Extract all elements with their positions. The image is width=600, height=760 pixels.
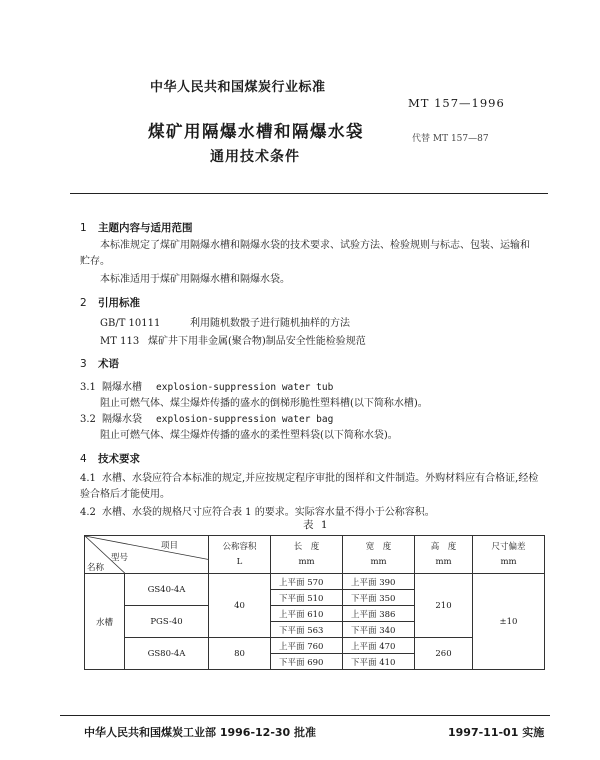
term-english: explosion-suppression water tub — [156, 382, 334, 393]
section-1-paragraph-1: 本标准规定了煤矿用隔爆水槽和隔爆水袋的技术要求、试验方法、检验规则与标志、包装、运输和贮存。 — [80, 240, 530, 267]
length-bottom-cell: 下平面 563 — [271, 622, 343, 638]
approval-line: 中华人民共和国煤炭工业部 1996-12-30 批准 — [84, 726, 317, 739]
standard-number: MT 157—1996 — [408, 96, 505, 110]
corner-label-name: 名称 — [87, 563, 105, 573]
corner-header-cell — [85, 536, 209, 574]
clause-number: 4.2 — [80, 507, 96, 518]
category-cell: 水槽 — [85, 574, 125, 670]
model-cell: GS80-4A — [125, 638, 209, 670]
header-label: 长 度 — [293, 541, 320, 552]
header-tolerance — [473, 536, 545, 574]
header-height — [415, 536, 473, 574]
clause-text: 水槽、水袋应符合本标准的规定,并应按规定程序审批的图样和文件制造。外购材料应有合格证,经检验合格后才能使用。 — [80, 473, 539, 500]
implementation-date: 1997-11-01 实施 — [448, 726, 545, 739]
width-top-cell: 上平面 390 — [343, 574, 415, 590]
model-cell: PGS-40 — [125, 606, 209, 638]
section-3-heading — [80, 356, 119, 371]
clause-number: 3.1 — [80, 382, 96, 393]
reference-title: 煤矿井下用非金属(聚合物)制品安全性能检验规范 — [148, 336, 366, 347]
standard-category: 中华人民共和国煤炭行业标准 — [150, 80, 326, 95]
section-1-heading — [80, 220, 193, 235]
width-bottom-cell: 下平面 350 — [343, 590, 415, 606]
table-header-row — [85, 536, 545, 574]
width-top-cell: 上平面 386 — [343, 606, 415, 622]
clause-4-1 — [80, 471, 540, 503]
model-cell: GS40-4A — [125, 574, 209, 606]
spec-table — [84, 535, 545, 670]
reference-item — [100, 332, 366, 347]
length-bottom-cell: 下平面 510 — [271, 590, 343, 606]
replaces-note: 代替 MT 157—87 — [412, 134, 489, 144]
width-bottom-cell: 下平面 340 — [343, 622, 415, 638]
section-4-heading — [80, 451, 140, 466]
table-row — [85, 574, 545, 590]
header-label: 尺寸偏差 — [491, 541, 526, 552]
section-title: 引用标准 — [98, 297, 140, 309]
corner-label-item: 项目 — [161, 541, 179, 551]
section-number: 3 — [80, 358, 87, 370]
reference-code: GB/T 10111 — [100, 318, 161, 329]
header-unit: mm — [370, 556, 387, 567]
header-unit: mm — [500, 556, 517, 567]
term-3-1 — [80, 378, 333, 393]
header-unit: mm — [298, 556, 315, 567]
corner-label-model: 型号 — [111, 553, 129, 563]
clause-number: 3.2 — [80, 414, 96, 425]
tolerance-cell: ±10 — [473, 574, 545, 670]
footer-divider — [60, 715, 550, 716]
header-capacity — [209, 536, 271, 574]
section-number: 2 — [80, 297, 87, 309]
reference-item — [100, 314, 350, 329]
section-title: 主题内容与适用范围 — [98, 222, 193, 234]
header-length — [271, 536, 343, 574]
header-width — [343, 536, 415, 574]
term-definition: 阻止可燃气体、煤尘爆炸传播的盛水的倒梯形脆性塑料槽(以下简称水槽)。 — [100, 398, 428, 409]
section-title: 术语 — [98, 358, 119, 370]
clause-4-2 — [80, 503, 435, 518]
height-cell: 260 — [415, 638, 473, 670]
header-unit: mm — [435, 556, 452, 567]
clause-text: 水槽、水袋的规格尺寸应符合表 1 的要求。实际容水量不得小于公称容积。 — [102, 507, 435, 518]
term-chinese: 隔爆水槽 — [102, 382, 142, 393]
width-top-cell: 上平面 470 — [343, 638, 415, 654]
reference-title: 利用随机数骰子进行随机抽样的方法 — [190, 318, 350, 329]
section-1-paragraph-2: 本标准适用于煤矿用隔爆水槽和隔爆水袋。 — [100, 274, 290, 285]
section-2-heading — [80, 295, 140, 310]
header-unit: L — [236, 556, 243, 567]
capacity-cell: 80 — [209, 638, 271, 670]
header-label: 公称容积 — [222, 541, 257, 552]
width-bottom-cell: 下平面 410 — [343, 654, 415, 670]
header-label: 高 度 — [430, 541, 457, 552]
length-bottom-cell: 下平面 690 — [271, 654, 343, 670]
term-3-2 — [80, 410, 333, 425]
term-chinese: 隔爆水袋 — [102, 414, 142, 425]
length-top-cell: 上平面 610 — [271, 606, 343, 622]
section-number: 1 — [80, 222, 87, 234]
page-title: 煤矿用隔爆水槽和隔爆水袋 — [148, 122, 364, 141]
height-cell: 210 — [415, 574, 473, 638]
section-title: 技术要求 — [98, 453, 140, 465]
table-caption: 表 1 — [303, 519, 330, 531]
capacity-cell: 40 — [209, 574, 271, 638]
section-number: 4 — [80, 453, 87, 465]
term-definition: 阻止可燃气体、煤尘爆炸传播的盛水的柔性塑料袋(以下简称水袋)。 — [100, 430, 398, 441]
length-top-cell: 上平面 570 — [271, 574, 343, 590]
term-english: explosion-suppression water bag — [156, 414, 334, 425]
length-top-cell: 上平面 760 — [271, 638, 343, 654]
reference-code: MT 113 — [100, 336, 140, 347]
clause-number: 4.1 — [80, 473, 96, 484]
header-label: 宽 度 — [365, 541, 392, 552]
page-subtitle: 通用技术条件 — [210, 149, 300, 165]
header-divider — [70, 193, 548, 194]
